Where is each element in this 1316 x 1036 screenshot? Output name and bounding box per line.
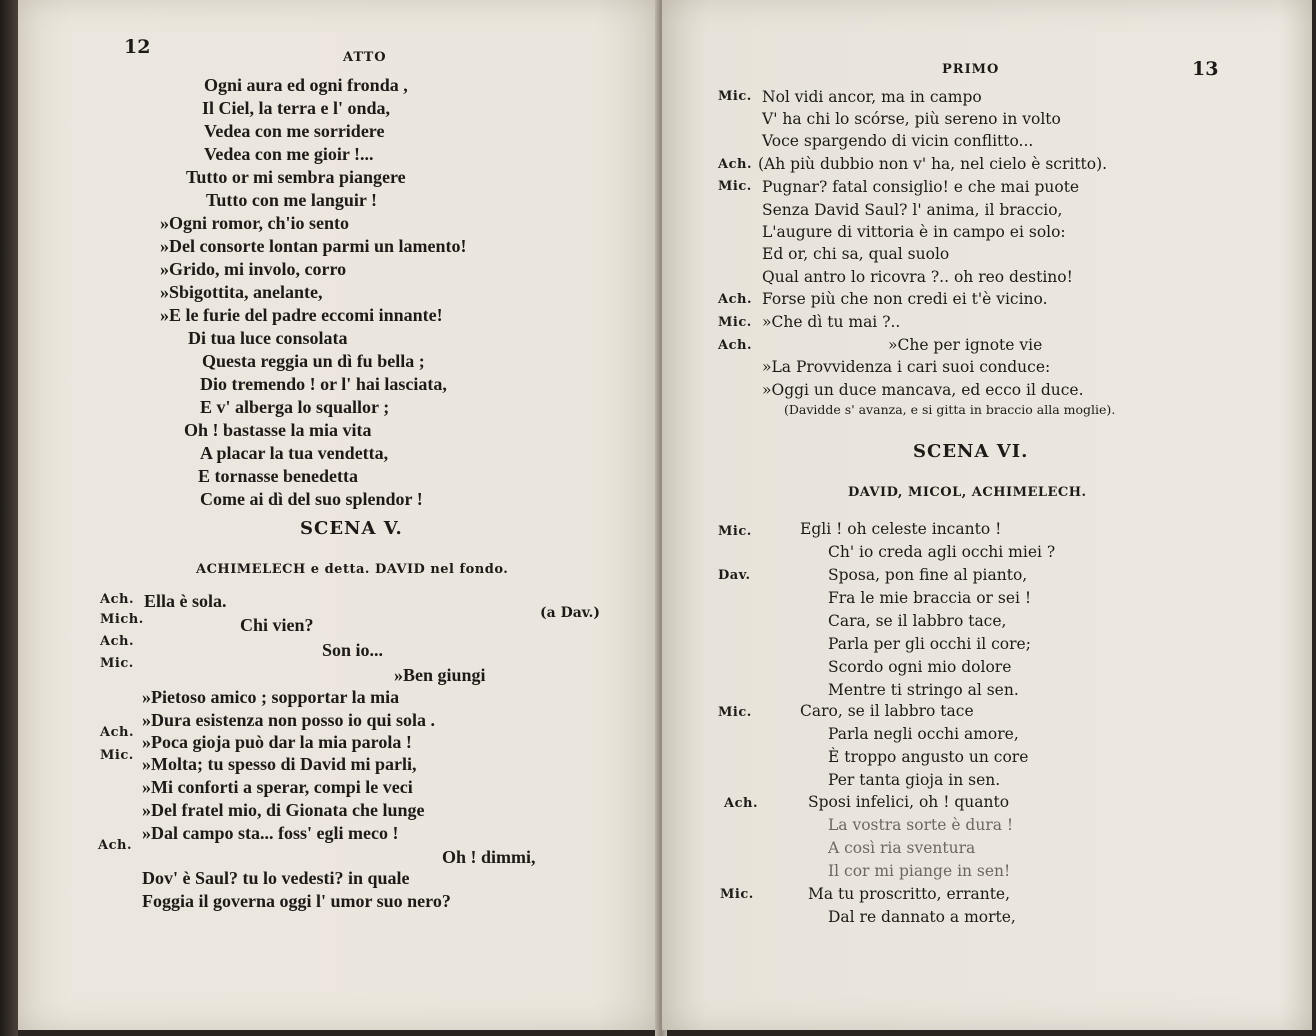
dialogue-line: »Che per ignote vie (888, 336, 1043, 354)
speaker-label: Mic. (718, 524, 752, 539)
dialogue-line: »Del fratel mio, di Gionata che lunge (142, 800, 425, 820)
verse-line: Questa reggia un dì fu bella ; (202, 351, 425, 371)
dialogue-line: Ed or, chi sa, qual suolo (762, 245, 950, 263)
verse-line: La vostra sorte è dura ! (828, 816, 1014, 834)
running-head: ATTO (343, 50, 387, 65)
dialogue-line: »Mi conforti a sperar, compi le veci (142, 777, 413, 797)
speaker-label: Ach. (100, 725, 134, 740)
verse-line: »Grido, mi involo, corro (160, 259, 347, 279)
dialogue-line: Foggia il governa oggi l' umor suo nero? (142, 891, 451, 911)
verse-line: »E le furie del padre eccomi innante! (160, 305, 443, 325)
verse-line: Ma tu proscritto, errante, (808, 885, 1011, 903)
speaker-label: Mich. (100, 612, 144, 627)
page-number: 13 (1192, 58, 1219, 80)
verse-line: Scordo ogni mio dolore (828, 658, 1012, 676)
verse-line: Il Ciel, la terra e l' onda, (202, 98, 390, 118)
speaker-label: Mic. (100, 656, 134, 671)
dialogue-line: »Ben giungi (394, 665, 486, 685)
running-head: PRIMO (942, 62, 1000, 77)
verse-line: E v' alberga lo squallor ; (200, 397, 390, 417)
speaker-label: Ach. (718, 292, 752, 307)
verse-line: Parla per gli occhi il core; (828, 635, 1031, 653)
verse-line: A così ria sventura (828, 839, 976, 857)
verse-line: Dal re dannato a morte, (828, 908, 1016, 926)
verse-line: Mentre ti stringo al sen. (828, 681, 1019, 699)
book-edge (0, 0, 18, 1036)
verse-line: »Ogni romor, ch'io sento (160, 213, 350, 233)
dialogue-line: Ella è sola. (144, 591, 227, 611)
dialogue-line: V' ha chi lo scórse, più sereno in volto (762, 110, 1061, 128)
dialogue-line: »Che dì tu mai ?.. (762, 313, 901, 331)
dialogue-line: Dov' è Saul? tu lo vedesti? in quale (142, 868, 410, 888)
speaker-label: Ach. (98, 838, 132, 853)
verse-line: »Sbigottita, anelante, (160, 282, 323, 302)
dialogue-line: »Poca gioja può dar la mia parola ! (142, 732, 412, 752)
verse-line: Fra le mie braccia or sei ! (828, 589, 1032, 607)
verse-line: Egli ! oh celeste incanto ! (800, 520, 1002, 538)
scene-cast: DAVID, MICOL, ACHIMELECH. (848, 485, 1087, 500)
dialogue-line: Voce spargendo di vicin conflitto... (762, 132, 1034, 150)
speaker-label: Mic. (718, 315, 752, 330)
verse-line: Parla negli occhi amore, (828, 725, 1019, 743)
scene-cast: ACHIMELECH e detta. DAVID nel fondo. (196, 562, 509, 577)
dialogue-line: »La Provvidenza i cari suoi conduce: (762, 358, 1051, 376)
verse-line: Tutto con me languir ! (206, 190, 378, 210)
dialogue-line: »Pietoso amico ; sopportar la mia (142, 687, 400, 707)
speaker-label: Mic. (718, 705, 752, 720)
verse-line: Per tanta gioja in sen. (828, 771, 1001, 789)
dialogue-line: Qual antro lo ricovra ?.. oh reo destino! (762, 268, 1073, 286)
scene-title: SCENA V. (300, 518, 403, 539)
verse-line: Di tua luce consolata (188, 328, 348, 348)
speaker-label: Mic. (720, 887, 754, 902)
dialogue-line: Senza David Saul? l' anima, il braccio, (762, 201, 1063, 219)
dialogue-line: Chi vien? (240, 615, 314, 635)
dialogue-line: Forse più che non credi ei t'è vicino. (762, 290, 1048, 308)
verse-line: Oh ! bastasse la mia vita (184, 420, 372, 440)
speaker-label: Mic. (718, 89, 752, 104)
right-page (662, 0, 1312, 1030)
speaker-label: Ach. (100, 634, 134, 649)
left-page (18, 0, 660, 1030)
speaker-label: Ach. (718, 338, 752, 353)
verse-line: A placar la tua vendetta, (200, 443, 389, 463)
verse-line: Vedea con me sorridere (204, 121, 385, 141)
verse-line: E tornasse benedetta (198, 466, 358, 486)
verse-line: Sposa, pon fine al pianto, (828, 566, 1028, 584)
dialogue-line: »Dura esistenza non posso io qui sola . (142, 710, 436, 730)
dialogue-line: Oh ! dimmi, (442, 847, 536, 867)
verse-line: Dio tremendo ! or l' hai lasciata, (200, 374, 447, 394)
verse-line: Vedea con me gioir !... (204, 144, 374, 164)
verse-line: Il cor mi piange in sen! (828, 862, 1011, 880)
dialogue-line: (Ah più dubbio non v' ha, nel cielo è scritto). (758, 155, 1108, 173)
verse-line: »Del consorte lontan parmi un lamento! (160, 236, 467, 256)
dialogue-line: »Oggi un duce mancava, ed ecco il duce. (762, 381, 1084, 399)
verse-line: Ch' io creda agli occhi miei ? (828, 543, 1056, 561)
dialogue-line: Son io... (322, 640, 384, 660)
verse-line: Come ai dì del suo splendor ! (200, 489, 423, 509)
verse-line: Caro, se il labbro tace (800, 702, 974, 720)
dialogue-line: L'augure di vittoria è in campo ei solo: (762, 223, 1066, 241)
verse-line: Cara, se il labbro tace, (828, 612, 1007, 630)
dialogue-line: Pugnar? fatal consiglio! e che mai puote (762, 178, 1080, 196)
speaker-label: Dav. (718, 568, 751, 583)
stage-direction: (Davidde s' avanza, e si gitta in braccio alla moglie). (784, 402, 1116, 417)
dialogue-line: Nol vidi ancor, ma in campo (762, 88, 982, 106)
scene-title: SCENA VI. (913, 441, 1029, 462)
dialogue-line: »Molta; tu spesso di David mi parli, (142, 754, 417, 774)
verse-line: Sposi infelici, oh ! quanto (808, 793, 1010, 811)
dialogue-line: »Dal campo sta... foss' egli meco ! (142, 823, 399, 843)
page-number: 12 (124, 36, 151, 58)
speaker-label: Mic. (100, 748, 134, 763)
verse-line: Tutto or mi sembra piangere (186, 167, 406, 187)
stage-direction: (a Dav.) (540, 605, 601, 621)
speaker-label: Mic. (718, 179, 752, 194)
verse-line: È troppo angusto un core (828, 748, 1029, 766)
verse-line: Ogni aura ed ogni fronda , (204, 75, 408, 95)
speaker-label: Ach. (724, 796, 758, 811)
speaker-label: Ach. (718, 157, 752, 172)
speaker-label: Ach. (100, 592, 134, 607)
